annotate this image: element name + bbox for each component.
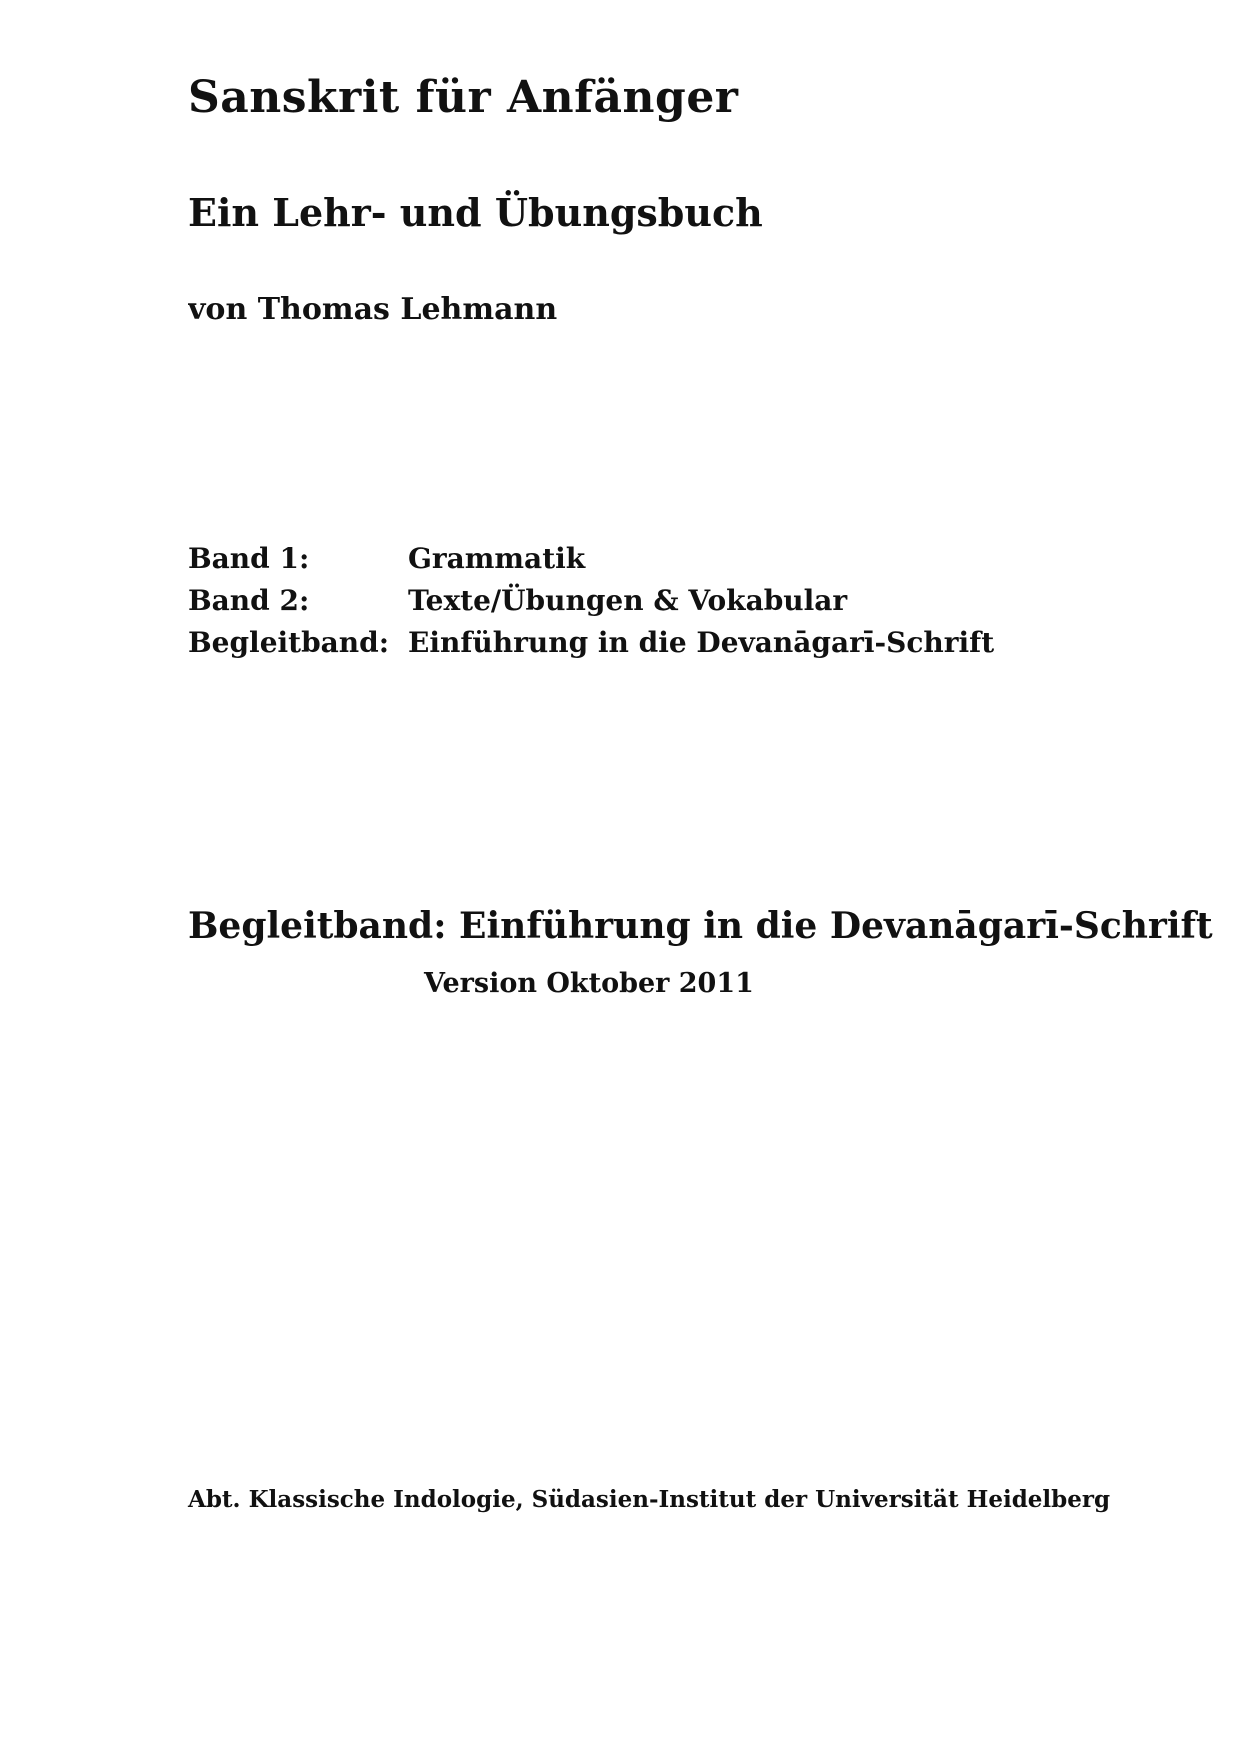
book-title: Sanskrit für Anfänger bbox=[188, 72, 739, 123]
institute-line: Abt. Klassische Indologie, Südasien-Institut der Universität Heidelberg bbox=[188, 1486, 1111, 1513]
author-line: von Thomas Lehmann bbox=[188, 292, 558, 320]
volume-main-title: Begleitband: Einführung in die Devanāgarī-Schrift bbox=[188, 905, 1213, 947]
book-subtitle: Ein Lehr- und Übungsbuch bbox=[188, 190, 763, 235]
volume-title: Texte/Übungen & Vokabular bbox=[408, 584, 848, 617]
volume-title: Grammatik bbox=[408, 542, 586, 575]
volume-label: Band 2: bbox=[188, 584, 310, 617]
volume-label: Band 1: bbox=[188, 542, 310, 575]
volume-label: Begleitband: bbox=[188, 626, 390, 659]
version-line: Version Oktober 2011 bbox=[424, 968, 754, 999]
volume-title: Einführung in die Devanāgarī-Schrift bbox=[408, 626, 995, 659]
